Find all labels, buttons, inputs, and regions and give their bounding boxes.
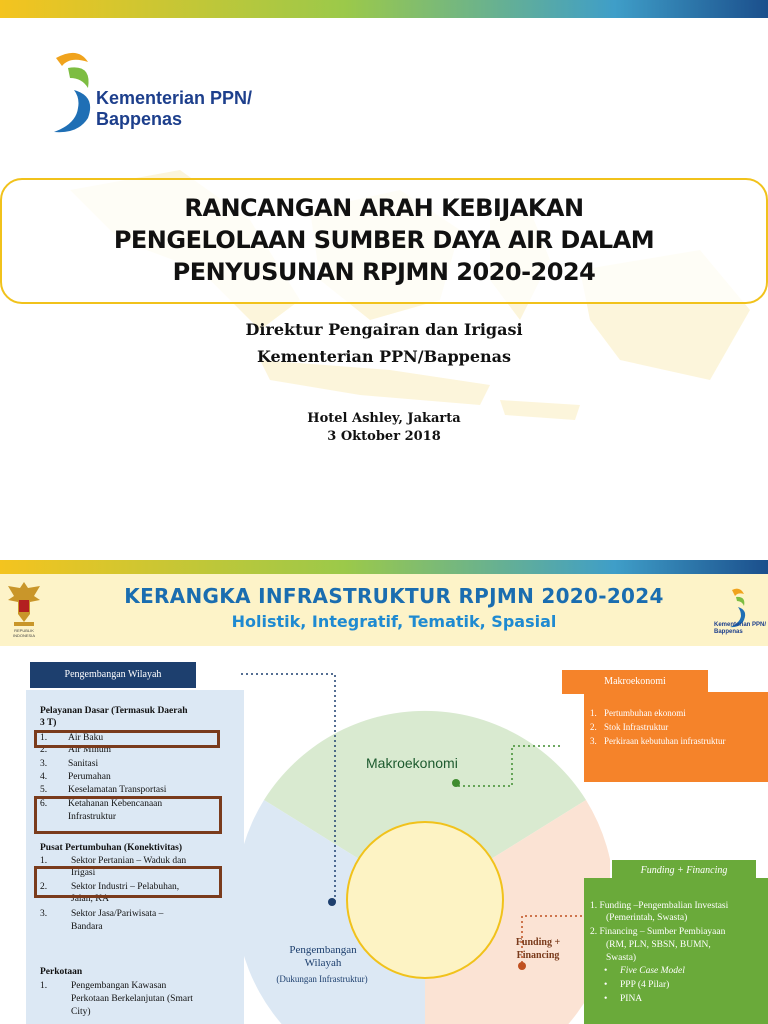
pelayanan-dasar-heading: Pelayanan Dasar (Termasuk Daerah xyxy=(40,706,188,716)
list-item: Sektor Jasa/Pariwisata – xyxy=(71,909,164,919)
funding-line: 1. Funding –Pengembalian Investasi xyxy=(590,901,729,911)
list-item-num: 4. xyxy=(40,772,48,782)
slide-header xyxy=(0,574,768,646)
makroekonomi-label: Makroekonomi xyxy=(562,670,708,694)
title-line-3: PENYUSUNAN RPJMN 2020-2024 xyxy=(172,258,596,286)
financing-line: Swasta) xyxy=(606,953,637,963)
list-item-num: 2. xyxy=(590,722,597,732)
date: 3 Oktober 2018 xyxy=(327,429,441,444)
bullet-icon: • xyxy=(604,966,608,976)
list-item: Stok Infrastruktur xyxy=(604,722,669,732)
pengembangan-wilayah-label: Pengembangan Wilayah xyxy=(30,662,196,688)
venue: Hotel Ashley, Jakarta xyxy=(307,411,461,426)
bullet-item: Five Case Model xyxy=(620,966,685,976)
list-item-num: 2. xyxy=(40,882,48,892)
title-line-1: RANCANGAN ARAH KEBIJAKAN xyxy=(184,194,584,222)
logo-text xyxy=(96,88,252,130)
framework-circle-diagram xyxy=(240,670,610,1024)
financing-line: (RM, PLN, SBSN, BUMN, xyxy=(606,940,711,950)
ff-line-2: Financing xyxy=(516,950,560,961)
list-item: Sektor Pertanian – Waduk dan xyxy=(71,856,187,866)
presenter-title: Direktur Pengairan dan Irigasi xyxy=(245,320,523,339)
list-item: Irigasi xyxy=(71,868,96,878)
list-item: Keselamatan Transportasi xyxy=(68,785,167,795)
pw-line-2: Wilayah xyxy=(304,957,342,969)
logo-small-text: Kementerian PPN/ Bappenas xyxy=(714,622,767,635)
list-item: Ketahanan Kebencanaan xyxy=(68,799,163,809)
highlight-box xyxy=(34,866,222,898)
slide-title: KERANGKA INFRASTRUKTUR RPJMN 2020-2024 xyxy=(124,584,664,608)
funding-line: (Pemerintah, Swasta) xyxy=(606,913,688,923)
top-color-bar xyxy=(0,0,768,18)
list-item: Perkotaan Berkelanjutan (Smart xyxy=(71,994,193,1004)
makroekonomi-sector-label: Makroekonomi xyxy=(366,755,458,771)
pengembangan-wilayah-sublabel: (Dukungan Infrastruktur) xyxy=(276,974,368,984)
list-item: Pertumbuhan ekonomi xyxy=(604,708,686,718)
highlight-box xyxy=(34,730,220,748)
financing-line: 2. Financing – Sumber Pembiayaan xyxy=(590,927,726,937)
list-item: Infrastruktur xyxy=(68,812,117,822)
bullet-item: PINA xyxy=(620,994,643,1004)
list-item-num: 6. xyxy=(40,799,48,809)
highlight-box xyxy=(34,796,222,834)
top-color-bar xyxy=(0,560,768,574)
list-item-num: 1. xyxy=(40,856,48,866)
list-item: Pengembangan Kawasan xyxy=(71,981,167,991)
pengembangan-wilayah-sector-label xyxy=(268,944,378,970)
list-item: Perkiraan kebutuhan infrastruktur xyxy=(604,736,726,746)
list-item: Sektor Industri – Pelabuhan, xyxy=(71,882,180,892)
funding-financing-label: Funding + Financing xyxy=(612,860,756,882)
logo-text-line1: Kementerian PPN/ xyxy=(96,88,253,108)
framework-slide xyxy=(0,560,768,1024)
pusat-pertumbuhan-heading: Pusat Pertumbuhan (Konektivitas) xyxy=(40,843,182,853)
pelayanan-dasar-heading-2: 3 T) xyxy=(40,718,57,728)
bullet-item: PPP (4 Pilar) xyxy=(620,980,670,990)
slide-subtitle: Holistik, Integratif, Tematik, Spasial xyxy=(231,612,557,631)
ff-line-1: Funding + xyxy=(515,937,561,948)
garuda-caption: REPUBLIK INDONESIA xyxy=(12,628,35,638)
logo-text-line2: Bappenas xyxy=(96,109,183,129)
bullet-icon: • xyxy=(604,980,608,990)
list-item: Bandara xyxy=(71,922,103,932)
presenter-org: Kementerian PPN/Bappenas xyxy=(256,347,512,366)
list-item-num: 3. xyxy=(590,736,597,746)
slide-title xyxy=(0,192,768,288)
list-item: Air Minum xyxy=(68,745,112,755)
pw-line-1: Pengembangan xyxy=(289,944,357,956)
list-item-num: 1. xyxy=(590,708,597,718)
list-item: Perumahan xyxy=(68,772,111,782)
list-item-num: 2. xyxy=(40,745,48,755)
list-item-num: 5. xyxy=(40,785,48,795)
funding-sector-label xyxy=(498,936,578,962)
list-item-num: 1. xyxy=(40,733,48,743)
list-item: Air Baku xyxy=(68,733,104,743)
list-item: Sanitasi xyxy=(68,759,99,769)
bullet-icon: • xyxy=(604,994,608,1004)
perkotaan-heading: Perkotaan xyxy=(40,967,83,977)
list-item: City) xyxy=(71,1007,91,1017)
list-item-num: 3. xyxy=(40,759,48,769)
list-item: Jalan, KA xyxy=(71,894,109,904)
list-item-num: 1. xyxy=(40,981,48,991)
list-item-num: 3. xyxy=(40,909,48,919)
title-line-2: PENGELOLAAN SUMBER DAYA AIR DALAM xyxy=(113,226,655,254)
